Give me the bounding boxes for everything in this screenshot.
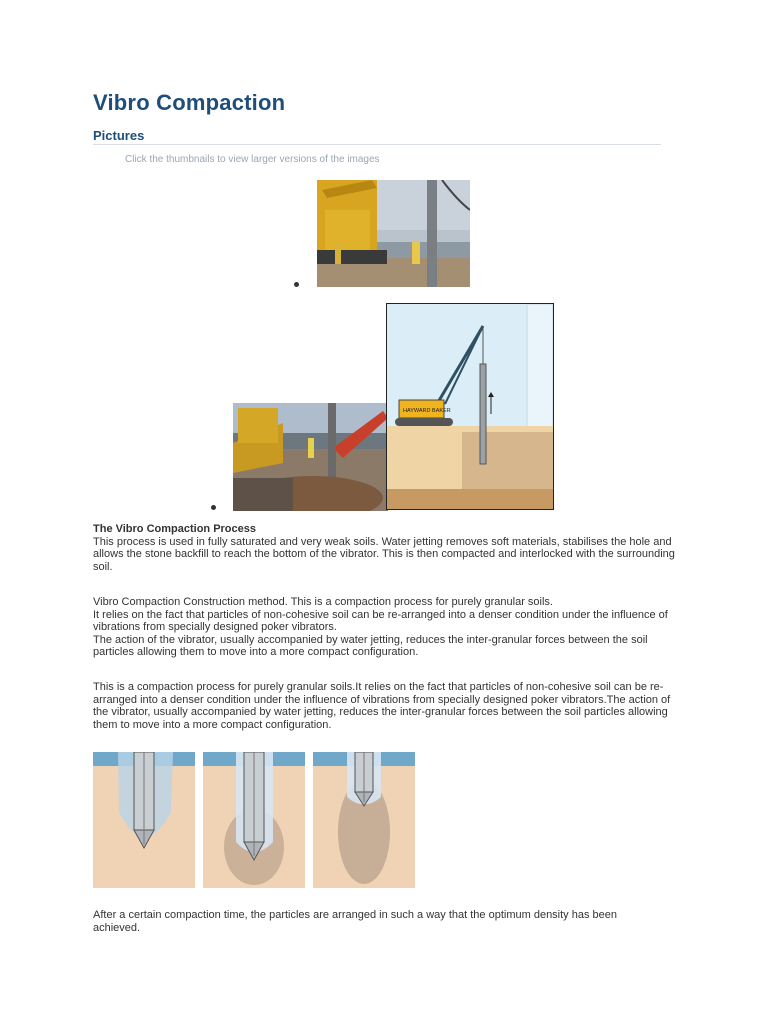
process-section — [93, 523, 683, 573]
thumbnail-crane-diagram[interactable] — [386, 303, 554, 510]
section-title-pictures: Pictures — [93, 128, 145, 143]
section-divider — [93, 144, 661, 145]
crane-label: HAYWARD BAKER — [403, 408, 451, 414]
thumbnail-excavation-photo[interactable] — [233, 403, 388, 511]
process-paragraph: This process is used in fully saturated and very weak soils. Water jetting removes soft materials, stabilises the hole and allows the stone backfill to reach the bottom of the vibrator. This is then compacted and interlocked with the surrounding soil. — [93, 535, 675, 573]
repeat-paragraph: This is a compaction process for purely granular soils.It relies on the fact that particles of non-cohesive soil can be re-arranged into a denser condition under the influence of vibrations from specially designed poker vibrators.The action of the vibrator, usually accompanied by water jetting, reduces the inter-granular forces between the soil particles allowing them to move into a more compact configuration. — [93, 681, 671, 731]
list-bullet — [211, 505, 216, 510]
vibrator-probe-icon — [203, 752, 305, 888]
compaction-step-1-image[interactable] — [93, 752, 195, 888]
final-paragraph: After a certain compaction time, the particles are arranged in such a way that the optimum density has been achieved. — [93, 909, 617, 934]
construction-site-photo-icon — [317, 180, 470, 287]
crane-diagram-icon — [387, 304, 553, 509]
process-heading: The Vibro Compaction Process — [93, 523, 257, 535]
method-section — [93, 596, 683, 659]
method-paragraph-1: Vibro Compaction Construction method. This is a compaction process for purely granular soils. — [93, 596, 553, 608]
compaction-step-2-image[interactable] — [203, 752, 305, 888]
vibrator-probe-icon — [313, 752, 415, 888]
vibrator-probe-icon — [93, 752, 195, 888]
compaction-step-3-image[interactable] — [313, 752, 415, 888]
construction-site-photo-icon — [233, 403, 388, 511]
method-paragraph-3: The action of the vibrator, usually accompanied by water jetting, reduces the inter-granular forces between the soil particles allowing them to move into a more compact configuration. — [93, 633, 648, 659]
method-paragraph-2: It relies on the fact that particles of non-cohesive soil can be re-arranged into a denser condition under the influence of vibrations from specially designed poker vibrators. — [93, 608, 668, 634]
list-bullet — [294, 282, 299, 287]
page-title: Vibro Compaction — [93, 90, 286, 115]
thumbnail-hint: Click the thumbnails to view larger versions of the images — [125, 154, 380, 165]
thumbnail-crane-site-photo[interactable] — [317, 180, 470, 287]
